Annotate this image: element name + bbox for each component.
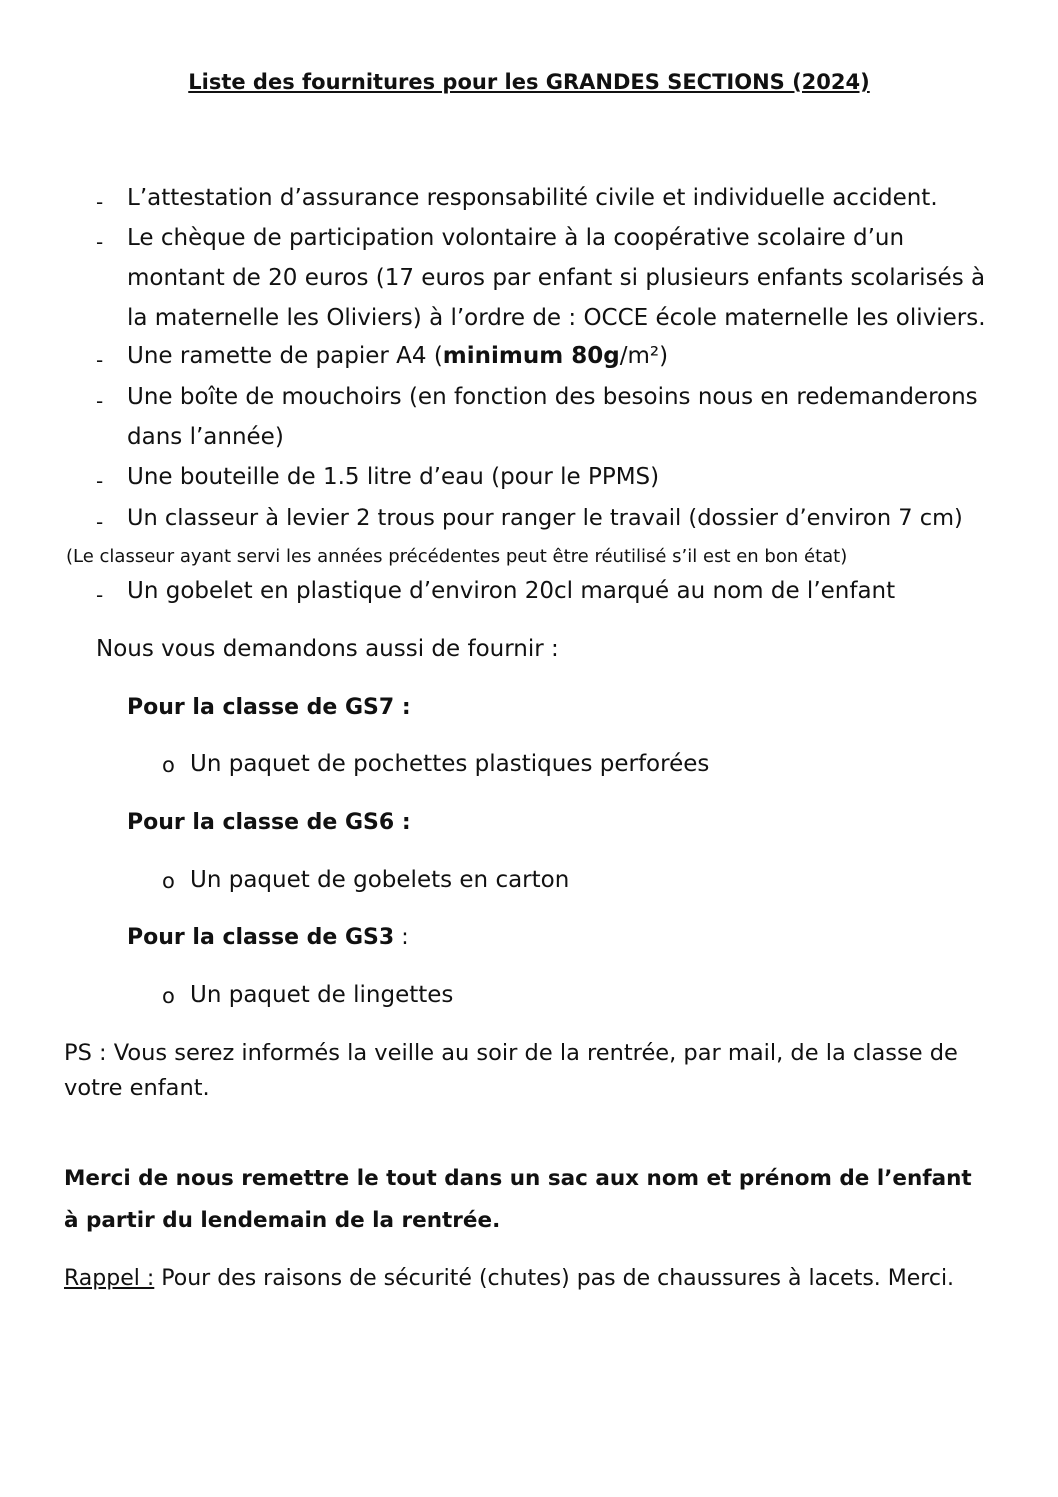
list-item-paper: Une ramette de papier A4 (minimum 80g/m²): [127, 343, 669, 369]
list-item-tissues-line-2: dans l’année): [127, 424, 284, 450]
list-bullet: -: [96, 348, 104, 372]
list-item-cheque-line-2: montant de 20 euros (17 euros par enfant si plusieurs enfants scolarisés à: [127, 265, 986, 291]
ps-line-1: PS : Vous serez informés la veille au soir de la rentrée, par mail, de la classe de: [64, 1040, 958, 1066]
list-item-cup: Un gobelet en plastique d’environ 20cl marqué au nom de l’enfant: [127, 578, 896, 604]
class-bullet: o: [162, 869, 175, 893]
list-item-tissues-line-1: Une boîte de mouchoirs (en fonction des besoins nous en redemanderons: [127, 384, 978, 410]
list-bullet: -: [96, 230, 104, 254]
binder-note: (Le classeur ayant servi les années précédentes peut être réutilisé s’il est en bon état): [66, 546, 848, 567]
reminder-label: Rappel :: [64, 1266, 155, 1291]
intro-text: Nous vous demandons aussi de fournir :: [96, 636, 559, 662]
list-item-cheque-line-1: Le chèque de participation volontaire à la coopérative scolaire d’un: [127, 225, 905, 251]
list-item-insurance: L’attestation d’assurance responsabilité civile et individuelle accident.: [127, 185, 938, 211]
list-item-water: Une bouteille de 1.5 litre d’eau (pour le PPMS): [127, 464, 660, 490]
class-item-gs7: Un paquet de pochettes plastiques perforées: [190, 751, 710, 777]
class-item-gs3: Un paquet de lingettes: [190, 982, 454, 1008]
page-title: Liste des fournitures pour les GRANDES SECTIONS (2024): [188, 70, 870, 94]
thanks-line-2: à partir du lendemain de la rentrée.: [64, 1208, 501, 1233]
class-bullet: o: [162, 984, 175, 1008]
class-heading-gs3: Pour la classe de GS3 :: [127, 925, 409, 950]
list-item-binder: Un classeur à levier 2 trous pour ranger le travail (dossier d’environ 7 cm): [127, 505, 963, 531]
thanks-line-1: Merci de nous remettre le tout dans un sac aux nom et prénom de l’enfant: [64, 1166, 972, 1191]
class-item-gs6: Un paquet de gobelets en carton: [190, 867, 570, 893]
class-heading-gs6: Pour la classe de GS6 :: [127, 810, 411, 835]
list-bullet: -: [96, 469, 104, 493]
list-bullet: -: [96, 510, 104, 534]
reminder: [64, 1266, 954, 1291]
list-bullet: -: [96, 583, 104, 607]
list-item-cheque-line-3: la maternelle les Oliviers) à l’ordre de : OCCE école maternelle les oliviers.: [127, 305, 986, 331]
class-heading-gs7: Pour la classe de GS7 :: [127, 695, 411, 720]
class-bullet: o: [162, 753, 175, 777]
list-bullet: -: [96, 190, 104, 214]
reminder-text: Pour des raisons de sécurité (chutes) pas de chaussures à lacets. Merci.: [154, 1266, 955, 1291]
list-bullet: -: [96, 389, 104, 413]
ps-line-2: votre enfant.: [64, 1075, 210, 1101]
